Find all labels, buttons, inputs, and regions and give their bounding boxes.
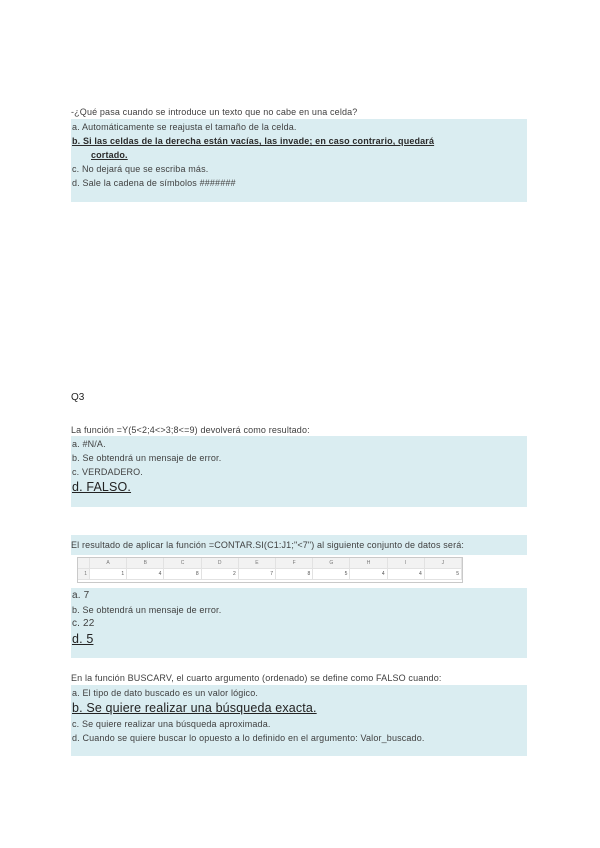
sheet-cell: 4 <box>350 569 387 580</box>
question-3-text: La función =Y(5<2;4<>3;8<=9) devolverá como resultado: <box>71 425 310 435</box>
q4-option-a[interactable]: a. 7 <box>72 590 90 601</box>
sheet-cell: 5 <box>425 569 462 580</box>
question-3-label: Q3 <box>71 392 85 403</box>
q1-option-d[interactable]: d. Sale la cadena de símbolos ####### <box>72 178 236 188</box>
question-5-options <box>71 685 527 756</box>
sheet-col-header: B <box>127 558 164 569</box>
question-1-options <box>71 119 527 202</box>
q1-option-c[interactable]: c. No dejará que se escriba más. <box>72 164 209 174</box>
sheet-col-header: D <box>202 558 239 569</box>
sheet-col-header: A <box>90 558 127 569</box>
sheet-cell: 2 <box>202 569 239 580</box>
sheet-col-header: J <box>425 558 462 569</box>
spreadsheet-image <box>77 557 463 583</box>
sheet-cell: 8 <box>164 569 201 580</box>
q1-option-b-line1: b. Si las celdas de la derecha están vacías, las invade; en caso contrario, quedará <box>72 136 435 146</box>
sheet-col-header: F <box>276 558 313 569</box>
sheet-cell: 5 <box>313 569 350 580</box>
sheet-col-header: E <box>239 558 276 569</box>
sheet-header-row <box>78 558 462 569</box>
sheet-col-header: C <box>164 558 201 569</box>
q5-option-a[interactable]: a. El tipo de dato buscado es un valor lógico. <box>72 688 259 698</box>
question-4-text: El resultado de aplicar la función =CONTAR.SI(C1:J1;"<7") al siguiente conjunto de datos será: <box>71 540 465 550</box>
question-4-options <box>71 588 527 658</box>
sheet-cell: 8 <box>276 569 313 580</box>
q4-option-d-selected[interactable]: d. 5 <box>72 632 94 646</box>
sheet-corner <box>78 558 90 569</box>
q5-option-c[interactable]: c. Se quiere realizar una búsqueda aproximada. <box>72 719 271 729</box>
sheet-col-header: I <box>388 558 425 569</box>
sheet-col-header: G <box>313 558 350 569</box>
sheet-row-number: 1 <box>78 569 90 580</box>
q3-option-b[interactable]: b. Se obtendrá un mensaje de error. <box>72 453 222 463</box>
question-1-text: -¿Qué pasa cuando se introduce un texto que no cabe en una celda? <box>71 107 358 117</box>
sheet-col-header: H <box>350 558 387 569</box>
q1-option-b-selected[interactable] <box>71 134 527 162</box>
sheet-cell: 4 <box>127 569 164 580</box>
q4-option-c[interactable]: c. 22 <box>72 618 95 629</box>
sheet-data-row <box>78 569 462 580</box>
q3-option-c[interactable]: c. VERDADERO. <box>72 467 143 477</box>
sheet-cell: 1 <box>90 569 127 580</box>
question-3-options <box>71 436 527 507</box>
sheet-cell: 4 <box>388 569 425 580</box>
q5-option-b-selected[interactable]: b. Se quiere realizar una búsqueda exacta. <box>72 701 317 715</box>
sheet-cell: 7 <box>239 569 276 580</box>
q3-option-a[interactable]: a. #N/A. <box>72 439 106 449</box>
q5-option-d[interactable]: d. Cuando se quiere buscar lo opuesto a lo definido en el argumento: Valor_buscado. <box>72 733 425 743</box>
q1-option-b-line2: cortado. <box>91 150 128 160</box>
q4-option-b[interactable]: b. Se obtendrá un mensaje de error. <box>72 605 222 615</box>
question-5-text: En la función BUSCARV, el cuarto argumento (ordenado) se define como FALSO cuando: <box>71 673 442 683</box>
q3-option-d-selected[interactable]: d. FALSO. <box>72 480 132 494</box>
q1-option-a[interactable]: a. Automáticamente se reajusta el tamaño de la celda. <box>72 122 297 132</box>
